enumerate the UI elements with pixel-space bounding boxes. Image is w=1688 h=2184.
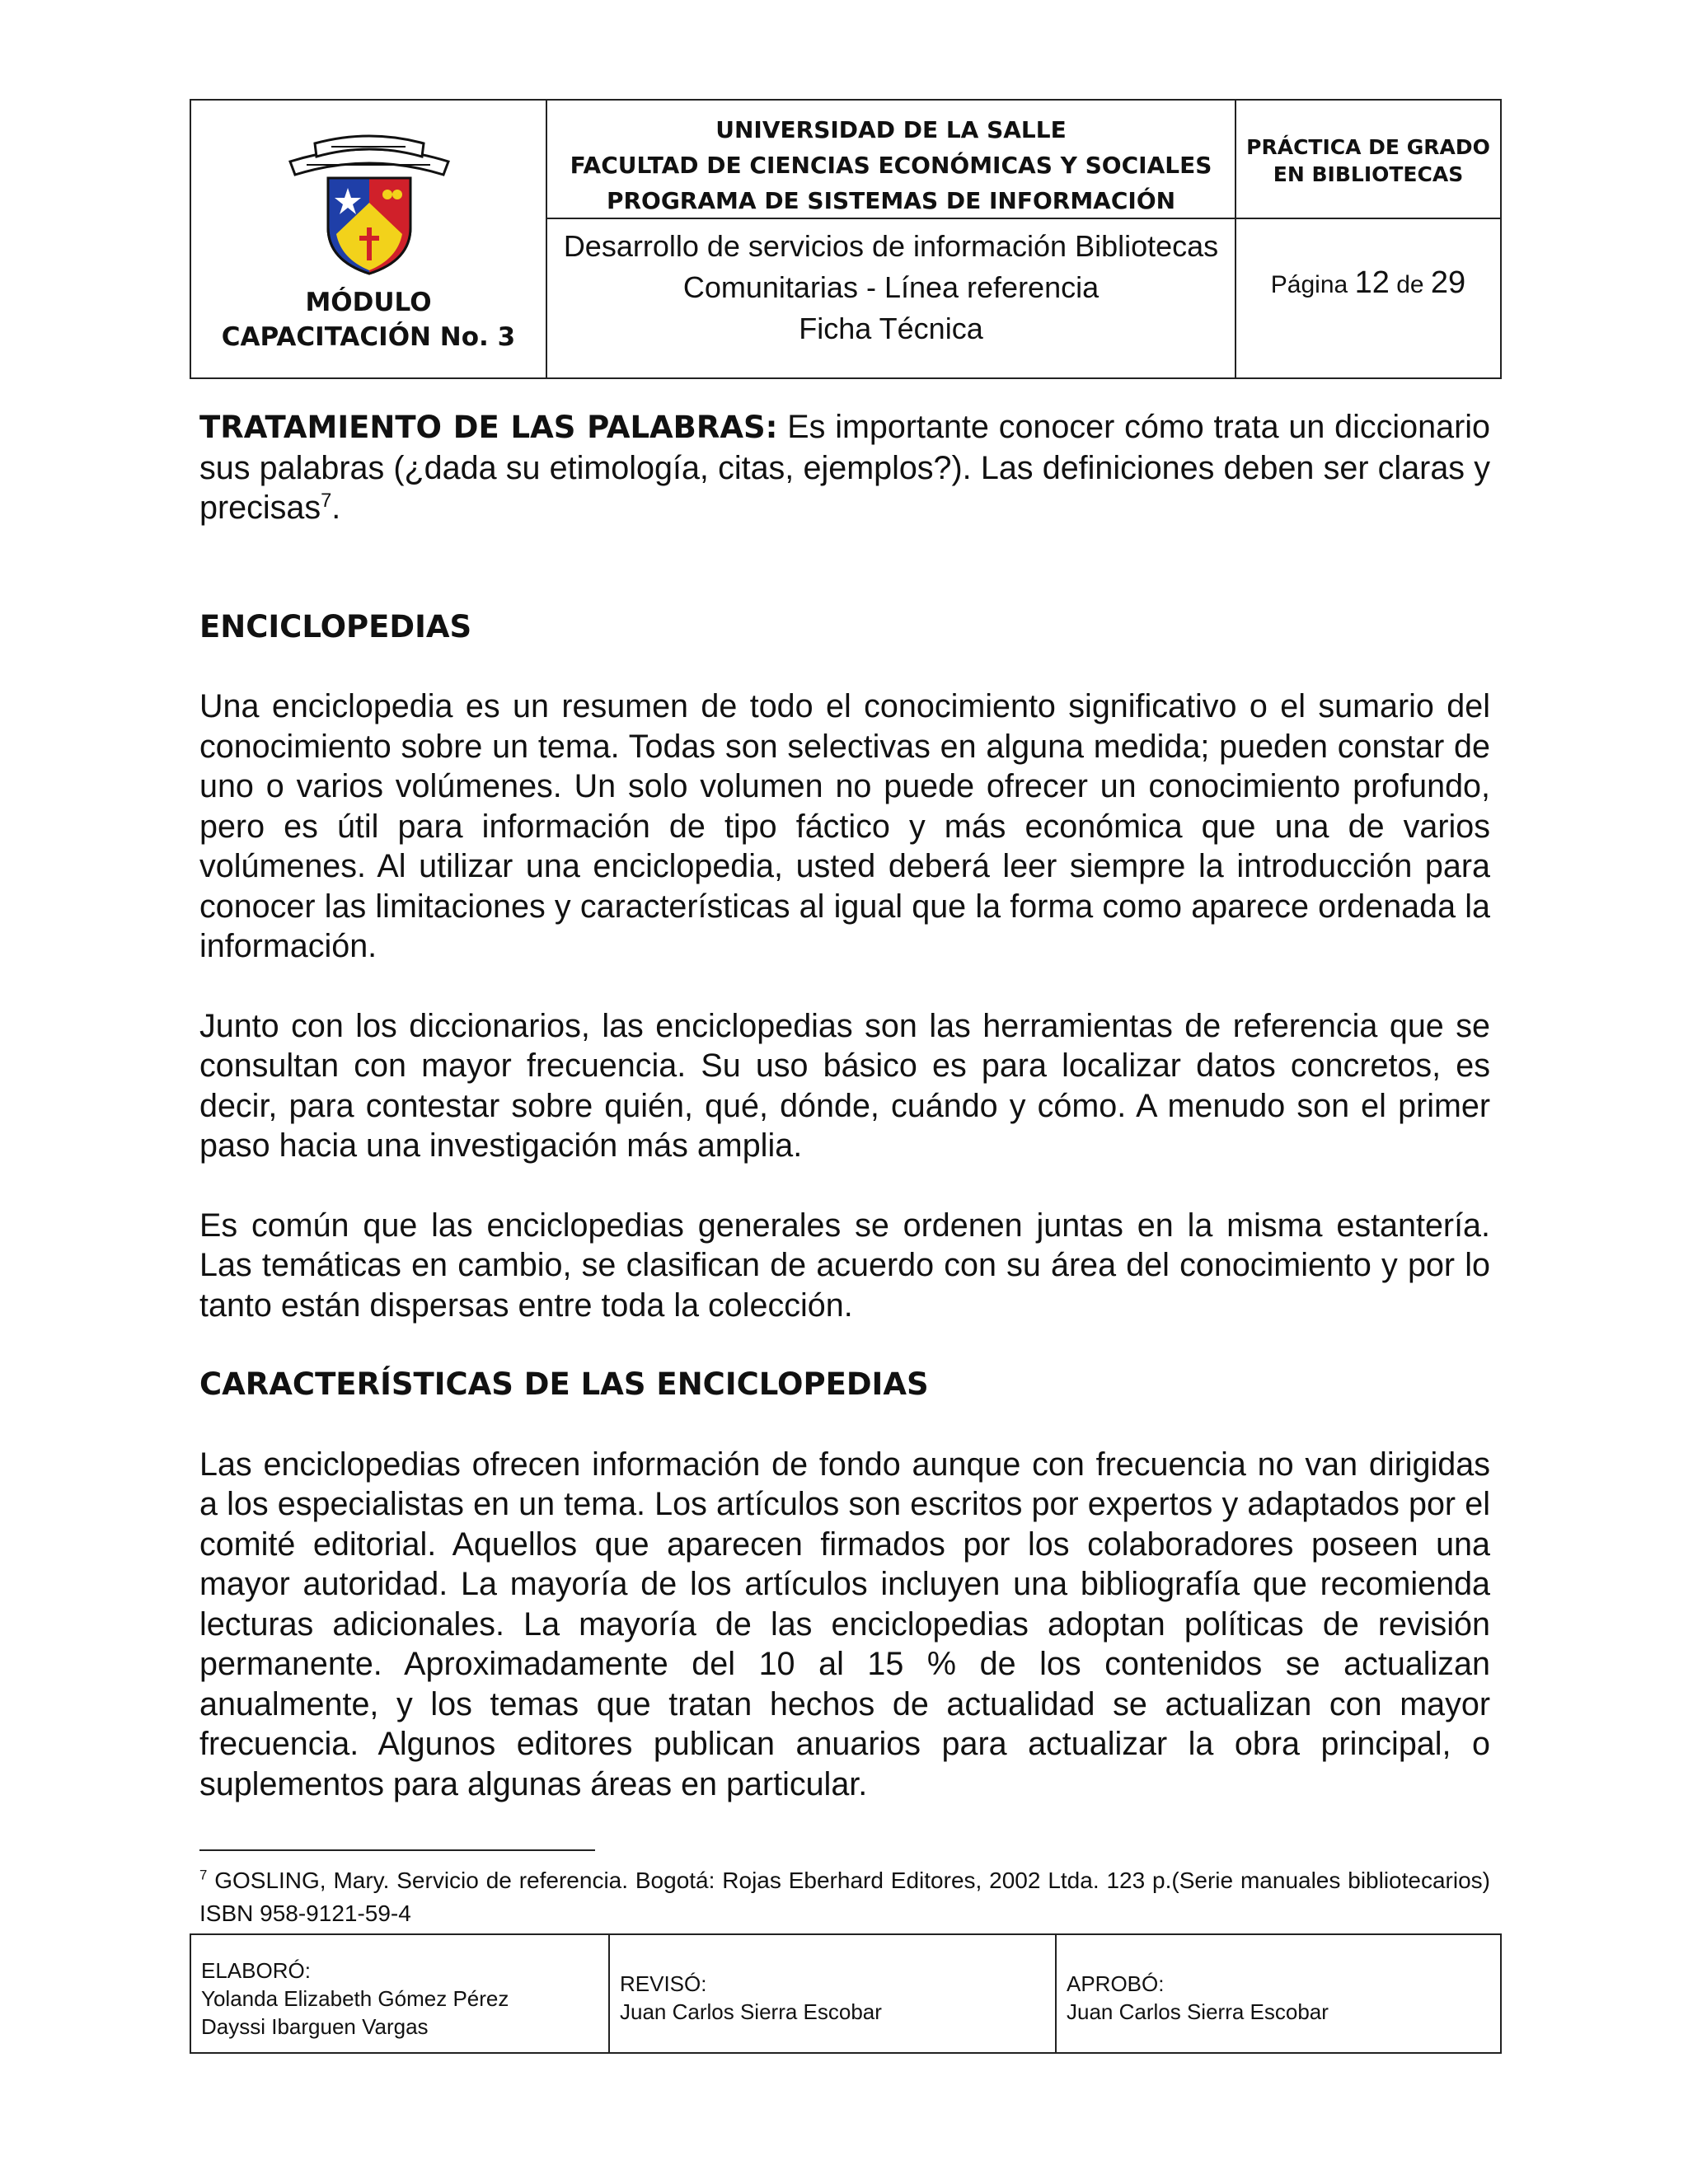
paragraph-definition: Una enciclopedia es un resumen de todo el conocimiento significativo o el sumario del conocimiento sobre un tema. Todas son selectivas en alguna medida; pueden constar de uno o varios volúmenes. Un solo volumen no puede ofrecer un conocimiento profundo, pero es útil para información de tipo fáctico y más económica que una de varios volúmenes. Al utilizar una enciclopedia, usted deberá leer siempre la introducción para conocer las limitaciones y características al igual que la forma como aparece ordenada la información. [199,688,1490,964]
reviso-label: REVISÓ: [620,1971,707,1996]
page-total: 29 [1430,265,1466,300]
practice-line-1: PRÁCTICA DE GRADO [1246,135,1490,159]
footnote-text: GOSLING, Mary. Servicio de referencia. Bogotá: Rojas Eberhard Editores, 2002 Ltda. 123 p.(Serie manuales bibliotecarios) ISBN 958-9121-59-4 [199,1868,1490,1926]
header-page-cell [1236,219,1500,377]
program-name: PROGRAMA DE SISTEMAS DE INFORMACIÓN [606,187,1176,214]
page-number [1236,265,1500,301]
description-line-2: Comunitarias - Línea referencia [682,270,1100,304]
paragraph-shelving: Es común que las enciclopedias generales se ordenen juntas en la misma estantería. Las temáticas en cambio, se clasifican de acuerdo con su área del conocimiento y por lo tanto están dispersas entre toda la colección. [199,1207,1490,1324]
header-logo-cell [191,101,547,377]
footnote-separator [199,1849,595,1851]
university-name: UNIVERSIDAD DE LA SALLE [715,116,1067,143]
header-institution-cell [547,101,1236,219]
header-practice-cell [1236,101,1500,219]
heading-enciclopedias: ENCICLOPEDIAS [199,608,472,644]
module-line-1: MÓDULO [305,288,432,317]
header-table [190,99,1502,379]
page-of: de [1396,271,1424,298]
aprobo-label: APROBÓ: [1067,1971,1165,1996]
description-line-3: Ficha Técnica [799,312,983,345]
reviso-name: Juan Carlos Sierra Escobar [620,1999,882,2024]
document-body [199,407,1490,1804]
paragraph-lead: TRATAMIENTO DE LAS PALABRAS: [199,410,778,445]
elaboro-name-1: Yolanda Elizabeth Gómez Pérez [201,1986,509,2011]
paragraph-characteristics: Las enciclopedias ofrecen información de fondo aunque con frecuencia no van dirigidas a los especialistas en un tema. Los artículos son escritos por expertos y adaptados por el comité editorial. Aquellos que aparecen firmados por los colaboradores poseen una mayor autoridad. La mayoría de los artículos incluyen una bibliografía que recomienda lecturas adicionales. La mayoría de las enciclopedias adoptan políticas de revisión permanente. Aproximadamente del 10 al 15 % de los contenidos se actualizan anualmente, y los temas que tratan hechos de actualidad se actualizan con mayor frecuencia. Algunos editores publican anuarios para actualizar la obra principal, o suplementos para algunas áreas en particular. [199,1446,1490,1802]
paragraph-treatment: TRATAMIENTO DE LAS PALABRAS: Es importante conocer cómo trata un diccionario sus palabras (¿dada su etimología, citas, ejemplos?). Las definiciones deben ser claras y precisas$^7$. [199,409,1490,526]
footer-aprobo-cell [1057,1935,1500,2052]
elaboro-label: ELABORÓ: [201,1958,311,1983]
description-line-1: Desarrollo de servicios de información Bibliotecas [563,229,1219,263]
elaboro-name-2: Dayssi Ibarguen Vargas [201,2014,429,2039]
page-current: 12 [1354,265,1390,300]
practice-line-2: EN BIBLIOTECAS [1273,162,1464,186]
university-crest-icon [282,129,457,277]
module-line-2: CAPACITACIÓN No. 3 [221,322,516,352]
footnote [199,1864,1490,1930]
paragraph-usage: Junto con los diccionarios, las enciclopedias son las herramientas de referencia que se consultan con mayor frecuencia. Su uso básico es para localizar datos concretos, es decir, para contestar sobre quién, qué, dónde, cuándo y cómo. A menudo son el primer paso hacia una investigación más amplia. [199,1007,1490,1164]
footer-reviso-cell [610,1935,1057,2052]
footer-table [190,1933,1502,2054]
footnote-mark: 7 [199,1867,208,1883]
heading-caracteristicas: CARACTERÍSTICAS DE LAS ENCICLOPEDIAS [199,1366,929,1402]
header-description-cell [547,219,1236,377]
page-label: Página [1270,271,1348,298]
aprobo-name: Juan Carlos Sierra Escobar [1067,1999,1329,2024]
module-title [191,285,546,354]
faculty-name: FACULTAD DE CIENCIAS ECONÓMICAS Y SOCIALES [570,152,1212,179]
footer-elaboro-cell [191,1935,610,2052]
footnote-reference: 7 [321,490,332,512]
